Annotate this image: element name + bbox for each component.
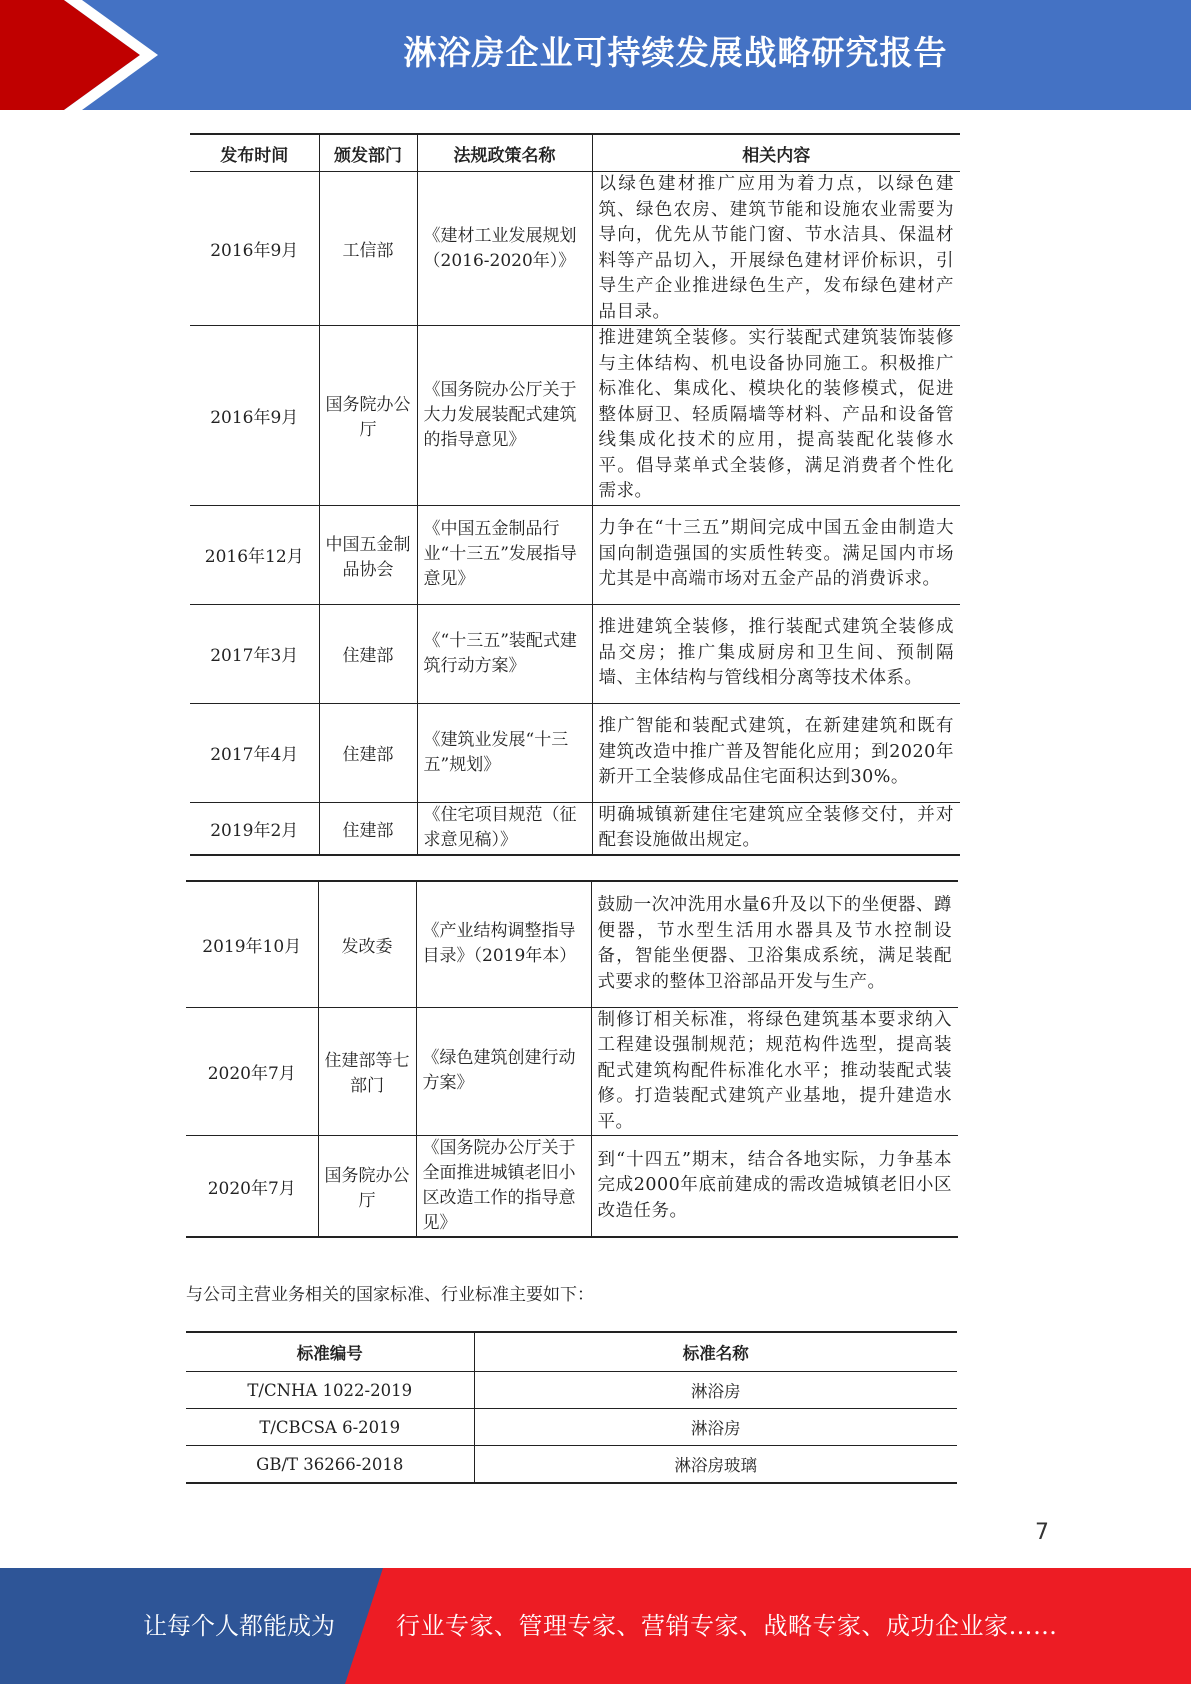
row-date: 2020年7月 [186, 1007, 318, 1136]
standard-name: 淋浴房 [474, 1409, 957, 1446]
row-date: 2017年3月 [190, 604, 319, 703]
table-row [186, 1372, 957, 1409]
header-standard-name: 标准名称 [474, 1332, 957, 1372]
table-row [186, 1409, 957, 1446]
header-standard-code: 标准编号 [186, 1332, 474, 1372]
standards-table [186, 1331, 957, 1484]
row-dept: 住建部 [319, 703, 417, 802]
policy-table-part2 [186, 880, 958, 1238]
row-dept: 中国五金制品协会 [319, 505, 417, 604]
row-content: 推广智能和装配式建筑，在新建建筑和既有建筑改造中推广普及智能化应用；到2020年新开工全装修成品住宅面积达到30%。 [592, 703, 960, 802]
table-row [186, 1136, 958, 1238]
policy-table-part1 [190, 133, 960, 856]
table-row [190, 802, 960, 855]
row-policy-name: 《“十三五”装配式建筑行动方案》 [417, 604, 592, 703]
row-content: 力争在“十三五”期间完成中国五金由制造大国向制造强国的实质性转变。满足国内市场尤其是中高端市场对五金产品的消费诉求。 [592, 505, 960, 604]
standard-code: T/CNHA 1022-2019 [186, 1372, 474, 1409]
row-date: 2020年7月 [186, 1136, 318, 1238]
row-policy-name: 《中国五金制品行业“十三五”发展指导意见》 [417, 505, 592, 604]
header-content: 相关内容 [592, 134, 960, 172]
row-date: 2019年10月 [186, 881, 318, 1007]
row-date: 2019年2月 [190, 802, 319, 855]
page-footer [0, 1568, 1191, 1684]
table-row [186, 1007, 958, 1136]
standard-code: T/CBCSA 6-2019 [186, 1409, 474, 1446]
row-dept: 住建部 [319, 802, 417, 855]
row-date: 2017年4月 [190, 703, 319, 802]
page-header [0, 0, 1191, 110]
row-policy-name: 《绿色建筑创建行动方案》 [416, 1007, 591, 1136]
row-policy-name: 《建筑业发展“十三五”规划》 [417, 703, 592, 802]
row-date: 2016年9月 [190, 172, 319, 326]
row-policy-name: 《建材工业发展规划（2016-2020年）》 [417, 172, 592, 326]
row-policy-name: 《国务院办公厅关于全面推进城镇老旧小区改造工作的指导意见》 [416, 1136, 591, 1238]
row-content: 以绿色建材推广应用为着力点，以绿色建筑、绿色农房、建筑节能和设施农业需要为导向，优先从节能门窗、节水洁具、保温材料等产品切入，开展绿色建材评价标识，引导生产企业推进绿色生产，发布绿色建材产品目录。 [592, 172, 960, 326]
table-row [186, 881, 958, 1007]
table-row [190, 703, 960, 802]
table-row [190, 326, 960, 506]
row-content: 到“十四五”期末，结合各地实际，力争基本完成2000年底前建成的需改造城镇老旧小区改造任务。 [591, 1136, 958, 1238]
table-row [190, 172, 960, 326]
standard-code: GB/T 36266-2018 [186, 1446, 474, 1484]
header-dept: 颁发部门 [319, 134, 417, 172]
header-policy-name: 法规政策名称 [417, 134, 592, 172]
row-date: 2016年9月 [190, 326, 319, 506]
row-policy-name: 《住宅项目规范（征求意见稿）》 [417, 802, 592, 855]
table-header-row [186, 1332, 957, 1372]
table-header-row [190, 134, 960, 172]
table-row [186, 1446, 957, 1484]
row-dept: 工信部 [319, 172, 417, 326]
row-dept: 国务院办公厅 [319, 326, 417, 506]
row-content: 明确城镇新建住宅建筑应全装修交付，并对配套设施做出规定。 [592, 802, 960, 855]
row-dept: 发改委 [318, 881, 416, 1007]
header-date: 发布时间 [190, 134, 319, 172]
footer-slogan-right: 行业专家、管理专家、营销专家、战略专家、成功企业家…… [396, 1612, 1058, 1640]
report-title: 淋浴房企业可持续发展战略研究报告 [403, 33, 948, 72]
row-content: 推进建筑全装修。实行装配式建筑装饰装修与主体结构、机电设备协同施工。积极推广标准化、集成化、模块化的装修模式，促进整体厨卫、轻质隔墙等材料、产品和设备管线集成化技术的应用，提高装配化装修水平。倡导菜单式全装修，满足消费者个性化需求。 [592, 326, 960, 506]
standards-intro-text: 与公司主营业务相关的国家标准、行业标准主要如下： [186, 1285, 594, 1305]
table-row [190, 604, 960, 703]
row-content: 制修订相关标准，将绿色建筑基本要求纳入工程建设强制规范；规范构件选型，提高装配式建筑构配件标准化水平；推动装配式装修。打造装配式建筑产业基地，提升建造水平。 [591, 1007, 958, 1136]
row-content: 推进建筑全装修，推行装配式建筑全装修成品交房；推广集成厨房和卫生间、预制隔墙、主体结构与管线相分离等技术体系。 [592, 604, 960, 703]
page-number: 7 [1035, 1520, 1049, 1545]
standard-name: 淋浴房 [474, 1372, 957, 1409]
row-dept: 住建部等七部门 [318, 1007, 416, 1136]
row-policy-name: 《国务院办公厅关于大力发展装配式建筑的指导意见》 [417, 326, 592, 506]
footer-slogan-left: 让每个人都能成为 [143, 1612, 335, 1640]
row-content: 鼓励一次冲洗用水量6升及以下的坐便器、蹲便器，节水型生活用水器具及节水控制设备，智能坐便器、卫浴集成系统，满足装配式要求的整体卫浴部品开发与生产。 [591, 881, 958, 1007]
row-date: 2016年12月 [190, 505, 319, 604]
row-policy-name: 《产业结构调整指导目录》（2019年本） [416, 881, 591, 1007]
row-dept: 国务院办公厅 [318, 1136, 416, 1238]
table-row [190, 505, 960, 604]
row-dept: 住建部 [319, 604, 417, 703]
standard-name: 淋浴房玻璃 [474, 1446, 957, 1484]
